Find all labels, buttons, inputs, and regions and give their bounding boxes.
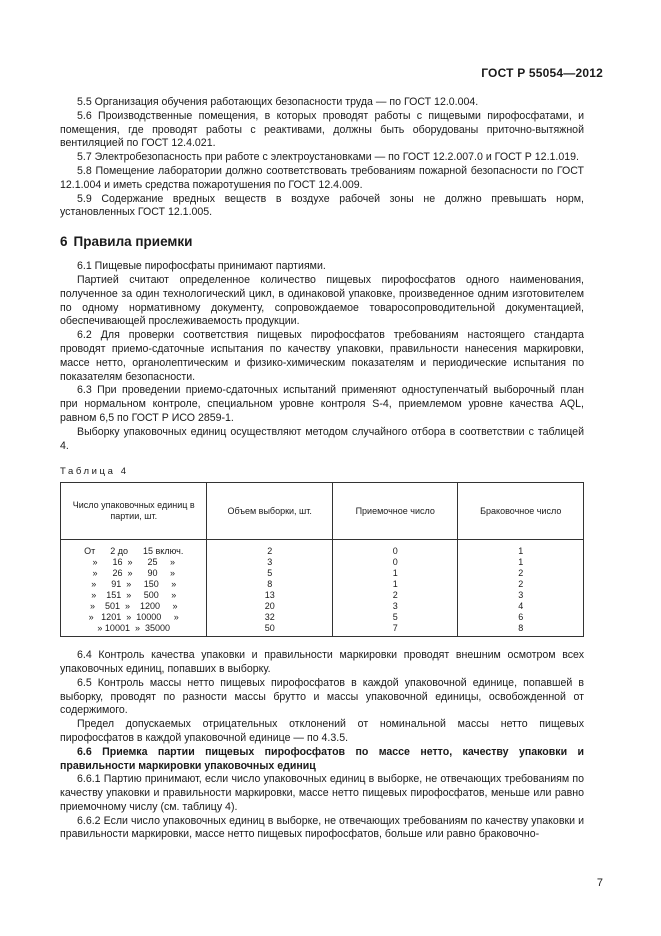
table-row — [61, 568, 584, 579]
acceptance-number-cell: 7 — [332, 623, 458, 637]
acceptance-number-cell: 0 — [332, 557, 458, 568]
paragraph: 6.2 Для проверки соответствия пищевых пирофосфатов требованиям настоящего стандарта проводят приемо-сдаточные испытания по качеству упаковки, правильности нанесения маркировки, массе нетто, органолептическим и физико-химическим показателям и периодические испытания по показателям безопасности. — [60, 329, 584, 383]
column-header-sample-size: Объем выборки, шт. — [207, 483, 333, 540]
page-content — [60, 96, 584, 842]
acceptance-number-cell: 3 — [332, 601, 458, 612]
rejection-number-cell: 1 — [458, 540, 584, 558]
paragraph: 6.6.2 Если число упаковочных единиц в выборке, не отвечающих требованиям по качеству упаковки и правильности маркировки, массе нетто пищевых пирофосфатов, больше или равно браковочно- — [60, 814, 584, 841]
paragraph: 6.3 При проведении приемо-сдаточных испытаний применяют одноступенчатый выборочный план при нормальном контроле, специальном уровне контроля S-4, приемлемом уровне качества AQL, равном 6,5 по ГОСТ Р ИСО 2859-1. — [60, 384, 584, 424]
rejection-number-cell: 4 — [458, 601, 584, 612]
subsection-heading: 6.6 Приемка партии пищевых пирофосфатов по массе нетто, качеству упаковки и правильности маркировки упаковочных единиц — [60, 745, 584, 772]
column-header-acceptance-number: Приемочное число — [332, 483, 458, 540]
sample-size-cell: 8 — [207, 579, 333, 590]
column-header-rejection-number: Браковочное число — [458, 483, 584, 540]
lot-size-cell: » 16 » 25 » — [61, 557, 207, 568]
table-row — [61, 579, 584, 590]
paragraph: 5.6 Производственные помещения, в которых проводят работы с пищевыми пирофосфатами, и помещения, где проводят работы с реактивами, должны быть оборудованы приточно-вытяжной вентиляцией по ГОСТ 12.4.021. — [60, 109, 584, 150]
sample-size-cell: 50 — [207, 623, 333, 637]
table-caption: Таблица 4 — [60, 466, 129, 478]
table-row — [61, 601, 584, 612]
lot-size-cell: От 2 до 15 включ. — [61, 540, 207, 558]
section-number: 6 — [60, 234, 68, 250]
sample-size-cell: 13 — [207, 590, 333, 601]
table-row — [61, 612, 584, 623]
paragraph: 6.6.1 Партию принимают, если число упаковочных единиц в выборке, не отвечающих требованиям по качеству упаковки и правильности маркировки, массе нетто пищевых пирофосфатов, меньше или равно приемочному числу (см. таблицу 4). — [60, 773, 584, 813]
lot-size-cell: » 26 » 90 » — [61, 568, 207, 579]
lot-size-cell: » 91 » 150 » — [61, 579, 207, 590]
sample-size-cell: 5 — [207, 568, 333, 579]
paragraph: 6.1 Пищевые пирофосфаты принимают партиями. — [77, 260, 326, 273]
paragraph: Партией считают определенное количество пищевых пирофосфатов одного наименования, полученное за один технологический цикл, в одинаковой упаковке, произведенное одним изготовителем по одному нормативному документу, сопровождаемое товаросопроводительной документацией, обеспечивающей прослеживаемость продукции. — [60, 273, 584, 328]
acceptance-number-cell: 5 — [332, 612, 458, 623]
sample-size-cell: 20 — [207, 601, 333, 612]
paragraph: Выборку упаковочных единиц осуществляют методом случайного отбора в соответствии с таблицей 4. — [60, 425, 584, 452]
rejection-number-cell: 8 — [458, 623, 584, 637]
paragraph: Предел допускаемых отрицательных отклонений от номинальной массы нетто пищевых пирофосфатов в каждой упаковочной единице — по 4.3.5. — [60, 718, 584, 744]
acceptance-number-cell: 1 — [332, 579, 458, 590]
sample-size-cell: 3 — [207, 557, 333, 568]
section-title: Правила приемки — [73, 234, 193, 250]
document-header: ГОСТ Р 55054—2012 — [481, 66, 603, 80]
rejection-number-cell: 1 — [458, 557, 584, 568]
paragraph: 6.4 Контроль качества упаковки и правильности маркировки проводят внешним осмотром всех упаковочных единиц, попавших в выборку. — [60, 649, 584, 675]
paragraph: 5.5 Организация обучения работающих безопасности труда — по ГОСТ 12.0.004. — [77, 96, 479, 108]
lot-size-cell: » 501 » 1200 » — [61, 601, 207, 612]
sampling-table — [60, 482, 584, 637]
rejection-number-cell: 6 — [458, 612, 584, 623]
acceptance-number-cell: 0 — [332, 540, 458, 558]
rejection-number-cell: 3 — [458, 590, 584, 601]
paragraph: 5.8 Помещение лаборатории должно соответствовать требованиям пожарной безопасности по ГОСТ 12.1.004 и иметь средства пожаротушения по ГОСТ 12.4.009. — [60, 164, 584, 191]
page-number: 7 — [596, 877, 603, 889]
lot-size-cell: » 151 » 500 » — [61, 590, 207, 601]
paragraph: 5.9 Содержание вредных веществ в воздухе рабочей зоны не должно превышать норм, установленных ГОСТ 12.1.005. — [60, 192, 584, 219]
acceptance-number-cell: 2 — [332, 590, 458, 601]
sample-size-cell: 2 — [207, 540, 333, 558]
lot-size-cell: » 10001 » 35000 — [61, 623, 207, 637]
paragraph: 6.5 Контроль массы нетто пищевых пирофосфатов в каждой упаковочной единице, попавшей в выборку, проводят по разности массы брутто и массы упаковочной единицы, освобожденной от содержимого. — [60, 676, 584, 717]
sample-size-cell: 32 — [207, 612, 333, 623]
table-row — [61, 590, 584, 601]
table-row — [61, 557, 584, 568]
rejection-number-cell: 2 — [458, 579, 584, 590]
section-heading — [60, 234, 584, 250]
table-row — [61, 623, 584, 637]
rejection-number-cell: 2 — [458, 568, 584, 579]
table-row — [61, 540, 584, 558]
table-header-row — [61, 483, 584, 540]
paragraph: 5.7 Электробезопасность при работе с электроустановками — по ГОСТ 12.2.007.0 и ГОСТ Р 12.1.019. — [77, 151, 579, 164]
column-header-lot-size: Число упаковочных единиц в партии, шт. — [61, 483, 207, 540]
lot-size-cell: » 1201 » 10000 » — [61, 612, 207, 623]
acceptance-number-cell: 1 — [332, 568, 458, 579]
